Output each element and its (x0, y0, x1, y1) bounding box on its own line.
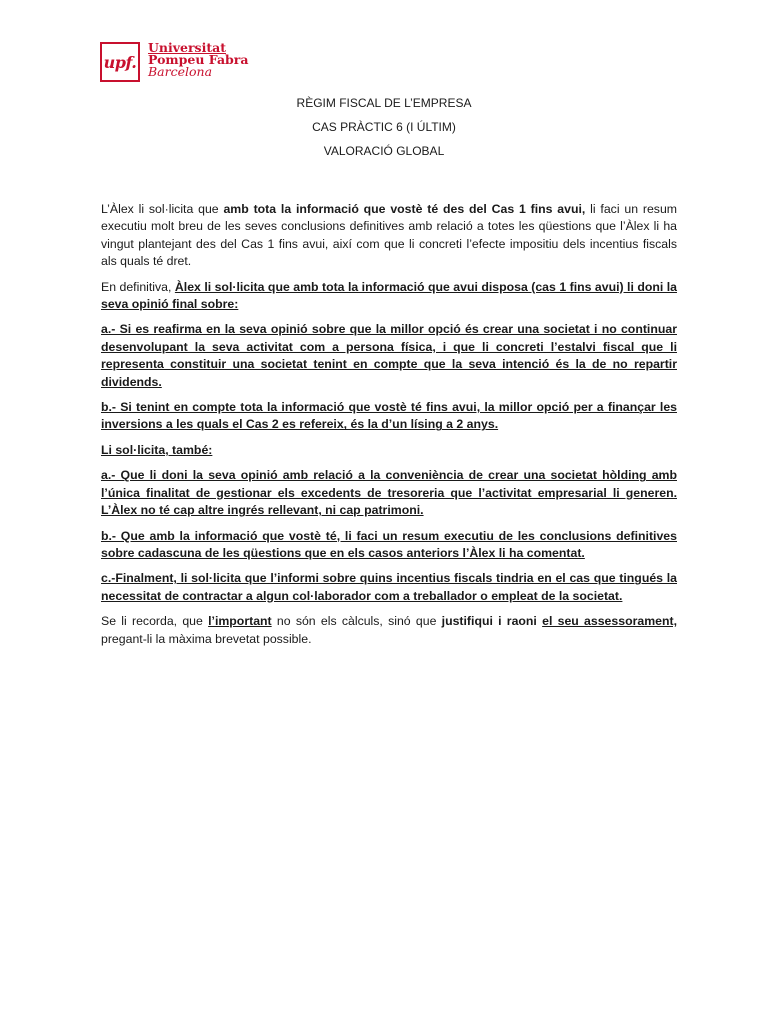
title-line-2: CAS PRÀCTIC 6 (I ÚLTIM) (312, 120, 456, 134)
upf-logo-mark: upf. (100, 42, 140, 82)
upf-logo (100, 42, 248, 82)
text-span: En definitiva, (101, 279, 175, 294)
text-span-bold-underline: Àlex li sol·licita que amb tota la informació que avui disposa (cas 1 fins avui) li doni la seva opinió final sobre: (101, 279, 677, 312)
question-c-incentius: c.-Finalment, li sol·licita que l’informi sobre quins incentius fiscals tindria en el cas que tingués la necessitat de contractar a algun col·laborador com a treballador o empleat de la societat. (101, 571, 677, 603)
text-span: pregant-li la màxima brevetat possible. (101, 631, 312, 646)
logo-line-universitat: Universitat (148, 40, 226, 55)
paragraph-tambe: Li sol·licita, també: (101, 442, 213, 457)
title-line-1: RÈGIM FISCAL DE L’EMPRESA (296, 96, 472, 110)
text-span: L’Àlex li sol·licita que (101, 202, 224, 216)
logo-line-barcelona: Barcelona (148, 64, 213, 79)
text-span-bold: amb tota la informació que vostè té des del Cas 1 fins avui, (223, 202, 586, 216)
text-span: no són els càlculs, sinó que (271, 614, 442, 629)
paragraph-recorda (101, 613, 677, 648)
text-span-bold: justifiqui i raoni (441, 614, 537, 629)
upf-logo-text (148, 42, 248, 78)
paragraph-intro (101, 201, 677, 271)
question-b-resum: b.- Que amb la informació que vostè té, li faci un resum executiu de les conclusions definitives sobre cadascuna de les qüestions que en els casos anteriors l’Àlex li ha comentat. (101, 528, 677, 560)
text-span: li faci un resum executiu molt breu de les seves conclusions definitives amb relació a totes les qüestions que l’Àlex li ha vingut plantejant des del Cas 1 fins avui, així com que li concreti l’efecte impositiu dels incentius fiscals als quals té dret. (101, 202, 678, 269)
title-line-3: VALORACIÓ GLOBAL (323, 144, 445, 158)
document-body (101, 201, 677, 656)
question-b-lising: b.- Si tenint en compte tota la informació que vostè té fins avui, la millor opció per a finançar les inversions a les quals el Cas 2 es refereix, és la d’un lísing a 2 anys. (101, 400, 677, 432)
logo-line-pompeu-fabra: Pompeu Fabra (148, 52, 249, 67)
question-a-societat: a.- Si es reafirma en la seva opinió sobre que la millor opció és crear una societat i no continuar desenvolupant la seva activitat com a persona física, i que li concreti l’estalvi fiscal que li representa constituir una societat tenint en compte que la seva intenció és la de no repartir dividends. (101, 322, 677, 389)
paragraph-definitiva (101, 279, 677, 314)
text-span-bold-underline: el seu assessorament, (542, 614, 678, 629)
question-a-holding: a.- Que li doni la seva opinió amb relació a la conveniència de crear una societat hòlding amb l’única finalitat de gestionar els excedents de tresoreria que l’activitat empresarial li generen. L’Àlex no té cap altre ingrés rellevant, ni cap patrimoni. (101, 468, 677, 518)
document-titles (0, 96, 768, 168)
text-span-bold-underline: l’important (208, 614, 272, 629)
text-span: Se li recorda, que (101, 614, 209, 629)
